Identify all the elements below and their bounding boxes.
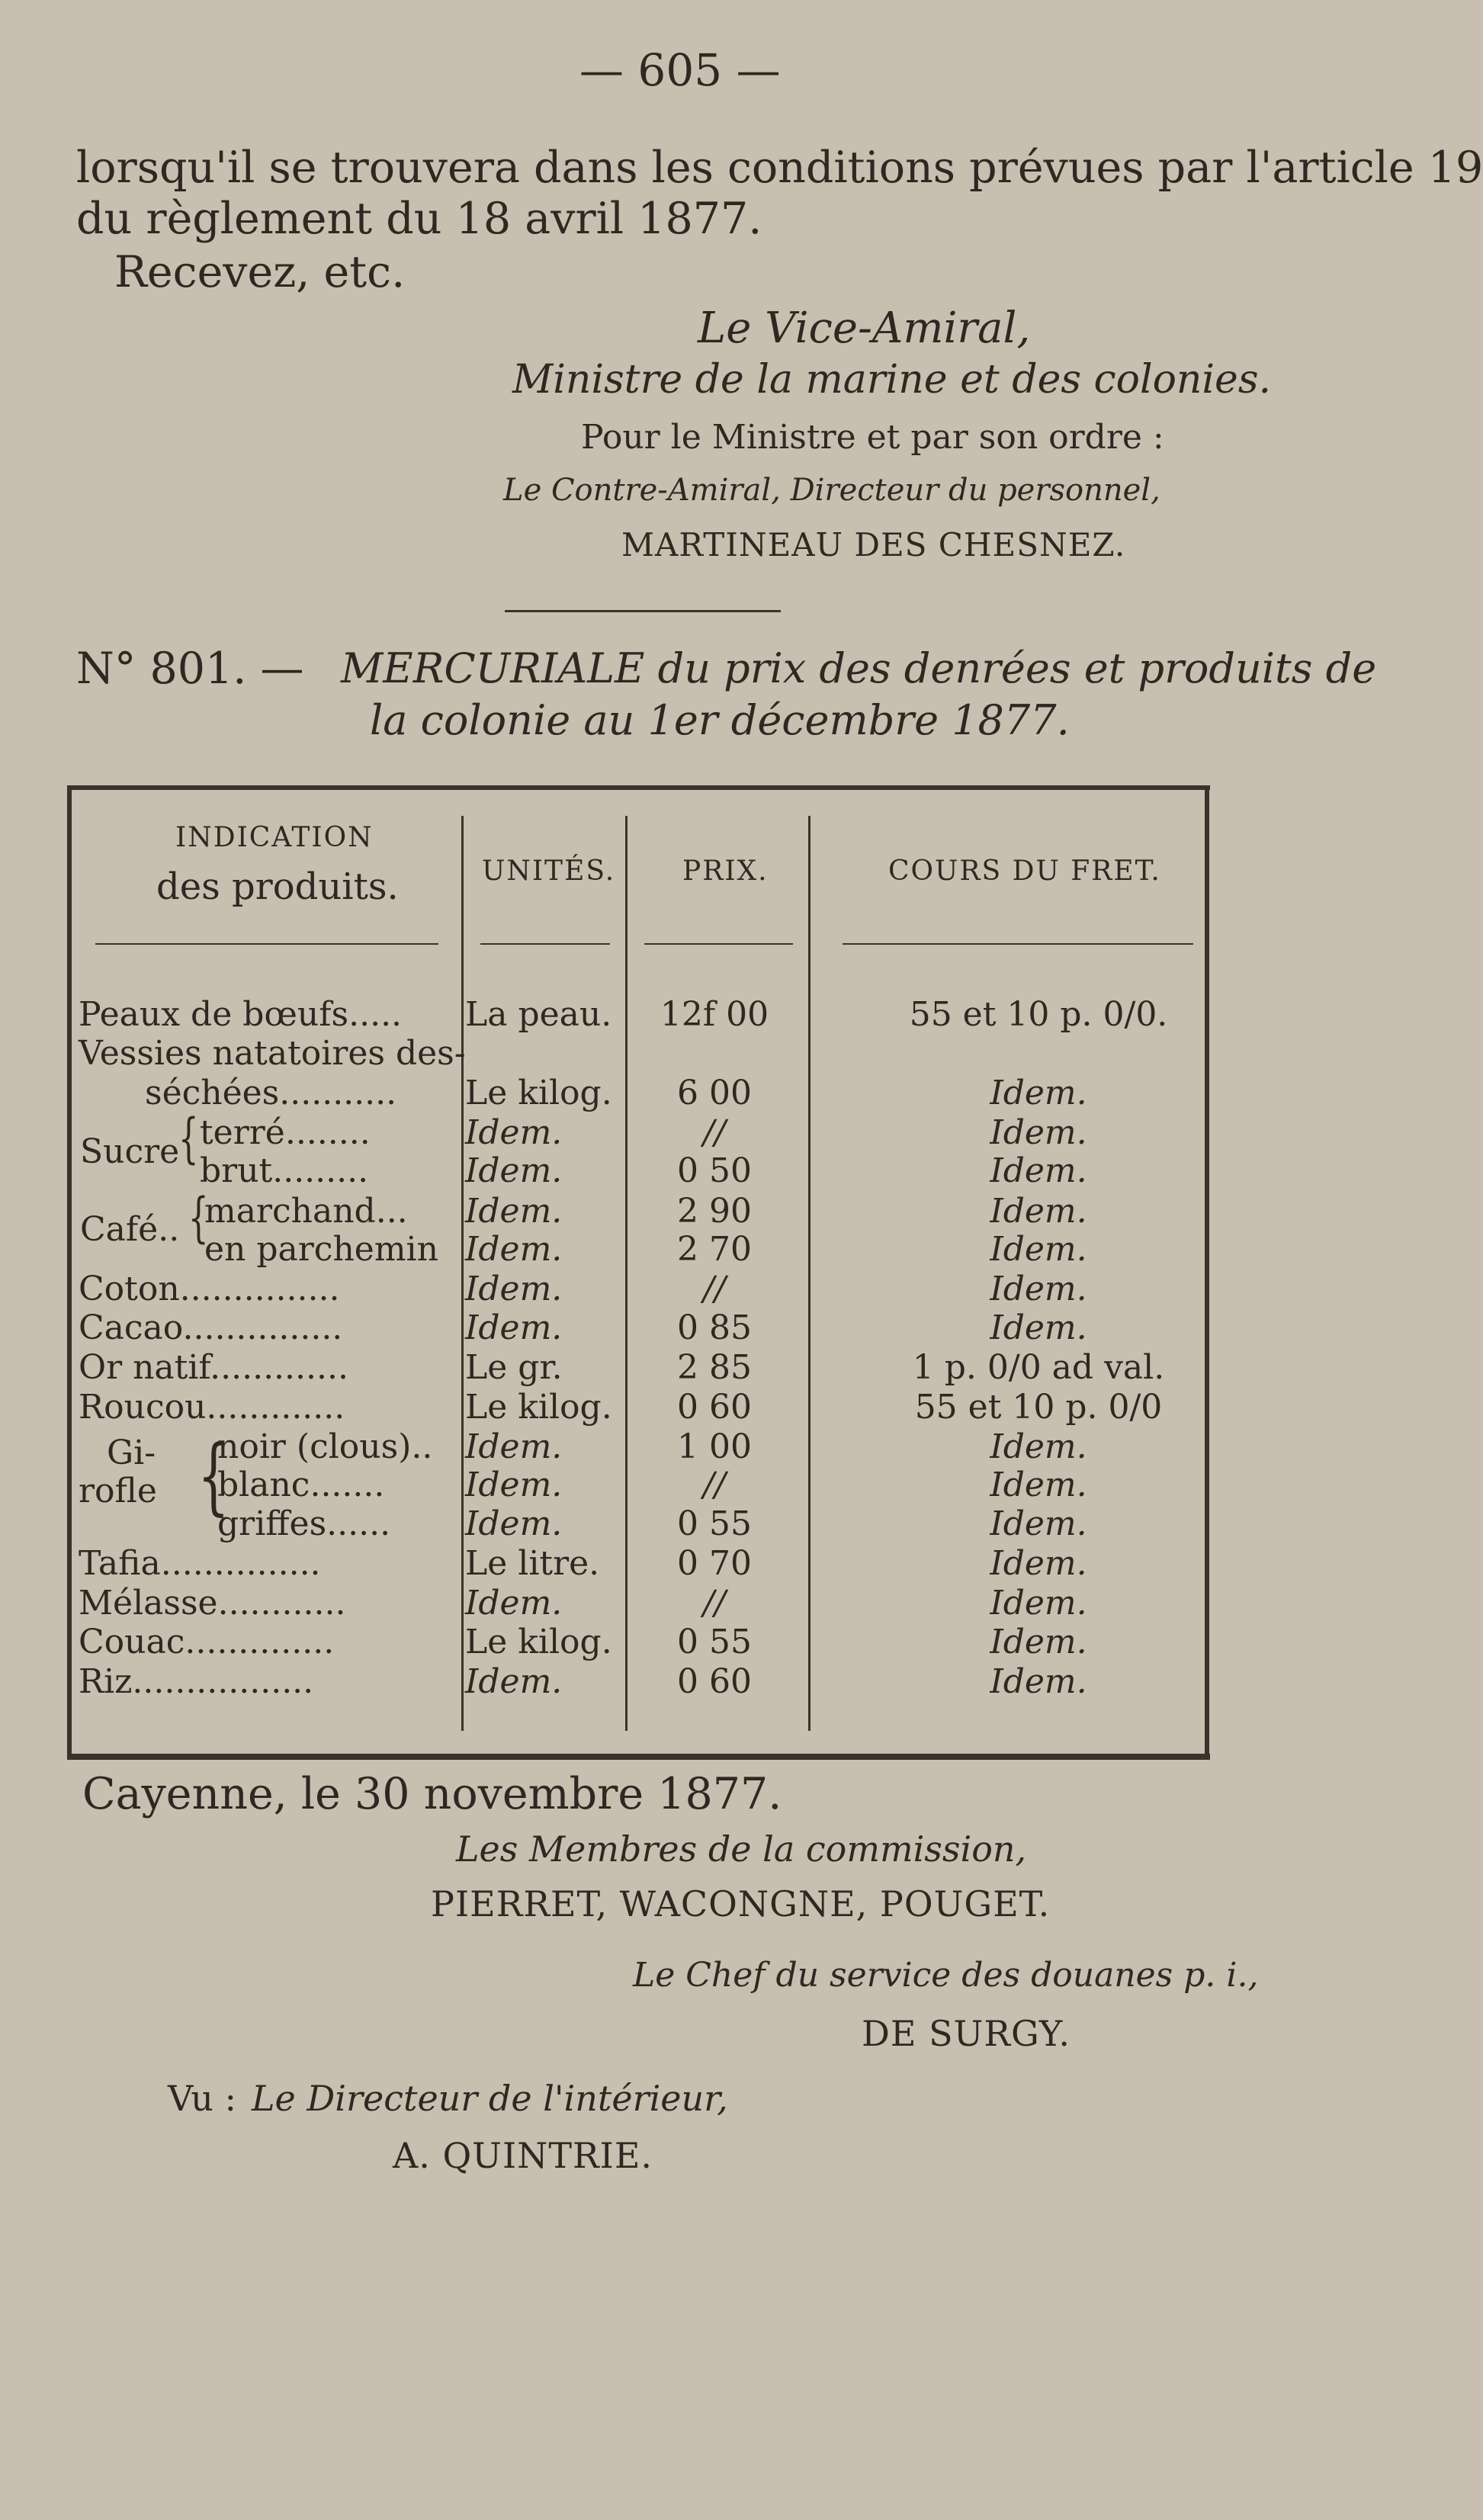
table-bottom-rule <box>70 1754 1210 1760</box>
table-row-unit: Idem. <box>465 1270 563 1308</box>
table-row-product: Tafia............... <box>79 1544 321 1583</box>
table-row-price: 0 55 <box>677 1623 752 1661</box>
table-row-freight: 55 et 10 p. 0/0 <box>914 1388 1163 1427</box>
commission-label: Les Membres de la commission, <box>456 1828 1027 1870</box>
table-row-freight: Idem. <box>990 1270 1087 1308</box>
signatory-name: MARTINEAU DES CHESNEZ. <box>621 526 1126 563</box>
customs-label: Le Chef du service des douanes p. i., <box>633 1956 1259 1995</box>
table-row-unit: Idem. <box>465 1113 563 1152</box>
table-row-price: 2 85 <box>677 1348 752 1387</box>
section-title-line-1: MERCURIALE du prix des denrées et produits de <box>341 644 1377 692</box>
opening-line-2: du règlement du 18 avril 1877. <box>76 194 762 244</box>
header-product-line-1: INDICATION <box>175 822 374 853</box>
table-row-product: Riz................. <box>79 1662 314 1701</box>
table-row-product: griffes...... <box>217 1504 391 1543</box>
brace-icon: { <box>188 1186 209 1249</box>
table-row-price: 0 60 <box>677 1662 752 1701</box>
table-row-price: 0 50 <box>677 1151 752 1190</box>
table-top-rule <box>70 785 1210 790</box>
column-rule-2 <box>625 816 628 1731</box>
table-row-product: Peaux de bœufs..... <box>79 995 403 1034</box>
table-row-freight: Idem. <box>990 1192 1087 1231</box>
table-row-freight: Idem. <box>990 1427 1087 1466</box>
table-row-freight: Idem. <box>990 1465 1087 1504</box>
table-row-unit: Idem. <box>465 1230 563 1269</box>
table-row-freight: Idem. <box>990 1662 1087 1701</box>
page-number: — 605 — <box>579 44 781 96</box>
table-row-freight: Idem. <box>990 1623 1087 1661</box>
table-row-unit: Le kilog. <box>465 1388 612 1427</box>
table-row-product: terré........ <box>200 1113 371 1152</box>
table-row-freight: Idem. <box>990 1584 1087 1623</box>
table-row-price: // <box>703 1113 726 1152</box>
header-price: PRIX. <box>682 856 769 887</box>
table-row-freight: Idem. <box>990 1230 1087 1269</box>
table-row-product: Vessies natatoires des- <box>79 1034 466 1073</box>
salutation: Recevez, etc. <box>114 247 406 297</box>
table-row-product: Or natif............. <box>79 1348 348 1387</box>
table-row-freight: Idem. <box>990 1151 1087 1190</box>
table-row-product: blanc....... <box>217 1465 385 1504</box>
brace-icon: { <box>197 1427 230 1524</box>
header-product-line-2: des produits. <box>156 865 399 908</box>
header-underline-3 <box>644 943 793 945</box>
header-freight: COURS DU FRET. <box>888 856 1161 887</box>
table-row-freight: Idem. <box>990 1544 1087 1583</box>
section-title-line-2: la colonie au 1er décembre 1877. <box>370 696 1070 744</box>
by-order-line: Pour le Ministre et par son ordre : <box>581 418 1164 457</box>
commission-names: PIERRET, WACONGNE, POUGET. <box>431 1883 1051 1925</box>
opening-line-1: lorsqu'il se trouvera dans les conditions prévues par l'article 19 <box>76 143 1483 193</box>
table-row-product: Cacao............... <box>79 1308 343 1347</box>
separator-rule <box>505 610 781 612</box>
header-unit: UNITÉS. <box>482 856 616 887</box>
customs-name: DE SURGY. <box>862 2013 1071 2054</box>
table-row-unit: Le gr. <box>465 1348 563 1387</box>
signatory-title: Le Vice-Amiral, <box>698 303 1031 353</box>
table-row-unit: Le litre. <box>465 1544 600 1583</box>
table-row-unit: Idem. <box>465 1504 563 1543</box>
table-left-rule <box>67 785 72 1760</box>
table-row-price: 2 70 <box>677 1230 752 1269</box>
table-row-freight: Idem. <box>990 1074 1087 1112</box>
table-row-unit: Idem. <box>465 1427 563 1466</box>
table-row-product: noir (clous).. <box>217 1427 433 1466</box>
group-label-girofle: Gi- <box>107 1433 156 1472</box>
place-date: Cayenne, le 30 novembre 1877. <box>82 1769 782 1819</box>
group-label-cafe: Café.. <box>80 1210 180 1249</box>
table-row-price: 12f 00 <box>660 995 769 1034</box>
table-row-product: Couac.............. <box>79 1623 335 1661</box>
column-rule-1 <box>461 816 464 1731</box>
signatory-office: Ministre de la marine et des colonies. <box>512 357 1272 403</box>
table-row-freight: 55 et 10 p. 0/0. <box>909 995 1168 1034</box>
table-row-price: 0 85 <box>677 1308 752 1347</box>
vu-label: Vu : <box>168 2078 237 2119</box>
header-underline-1 <box>95 943 438 945</box>
column-rule-3 <box>808 816 811 1731</box>
table-row-unit: Idem. <box>465 1465 563 1504</box>
table-row-price: 0 70 <box>677 1544 752 1583</box>
table-row-product: séchées........... <box>145 1074 397 1112</box>
table-row-unit: Idem. <box>465 1192 563 1231</box>
table-row-product: Roucou............. <box>79 1388 345 1427</box>
table-row-product: brut......... <box>200 1151 369 1190</box>
vu-title: Le Directeur de l'intérieur, <box>252 2078 728 2119</box>
table-row-price: 6 00 <box>677 1074 752 1112</box>
vu-name: A. QUINTRIE. <box>393 2135 653 2176</box>
table-row-unit: Idem. <box>465 1308 563 1347</box>
table-row-price: // <box>703 1584 726 1623</box>
group-label-girofle-2: rofle <box>79 1472 157 1510</box>
table-row-unit: La peau. <box>465 995 612 1034</box>
table-row-freight: Idem. <box>990 1113 1087 1152</box>
table-row-product: en parchemin <box>204 1230 438 1269</box>
table-row-unit: Idem. <box>465 1151 563 1190</box>
table-row-unit: Idem. <box>465 1584 563 1623</box>
table-row-unit: Le kilog. <box>465 1623 612 1661</box>
table-row-price: 0 60 <box>677 1388 752 1427</box>
header-underline-2 <box>480 943 610 945</box>
table-row-product: Mélasse............ <box>79 1584 346 1623</box>
group-label-sucre: Sucre <box>80 1132 180 1171</box>
table-row-price: 0 55 <box>677 1504 752 1543</box>
table-row-price: 2 90 <box>677 1192 752 1231</box>
table-row-price: // <box>703 1465 726 1504</box>
table-row-product: marchand... <box>204 1192 408 1231</box>
section-number: N° 801. — <box>76 644 304 694</box>
table-row-unit: Le kilog. <box>465 1074 612 1112</box>
table-row-price: 1 00 <box>677 1427 752 1466</box>
table-row-freight: Idem. <box>990 1504 1087 1543</box>
table-row-product: Coton............... <box>79 1270 340 1308</box>
table-row-freight: Idem. <box>990 1308 1087 1347</box>
brace-icon: { <box>178 1107 199 1170</box>
table-row-unit: Idem. <box>465 1662 563 1701</box>
header-underline-4 <box>843 943 1193 945</box>
table-row-freight: 1 p. 0/0 ad val. <box>912 1348 1165 1387</box>
table-row-price: // <box>703 1270 726 1308</box>
delegate-line: Le Contre-Amiral, Directeur du personnel, <box>503 473 1160 508</box>
